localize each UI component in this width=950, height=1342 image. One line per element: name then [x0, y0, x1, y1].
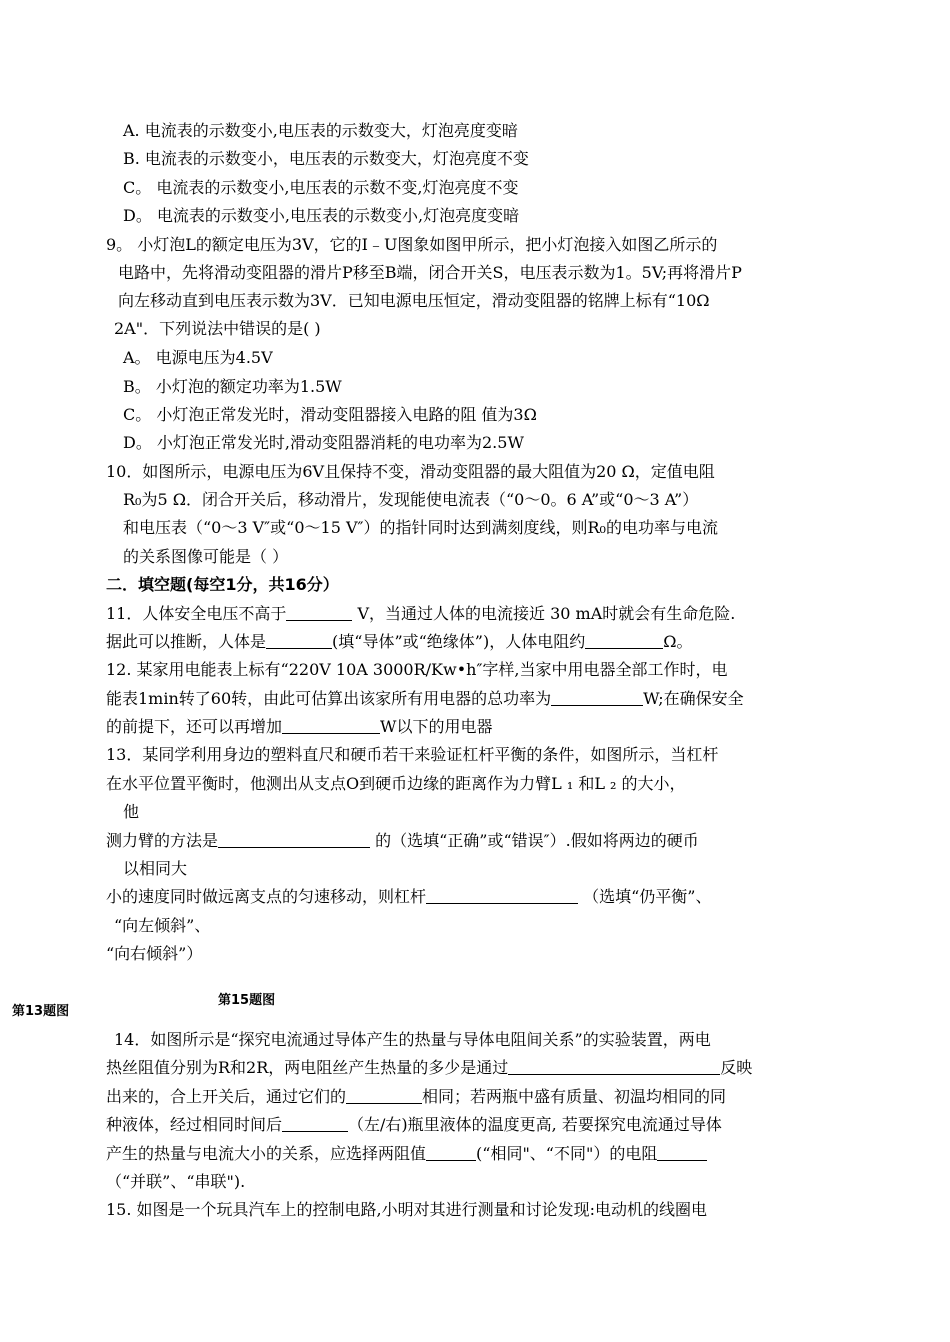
q14-blank-side[interactable]	[282, 1115, 348, 1132]
q14-text-4a: 种液体，经过相同时间后	[106, 1115, 283, 1134]
q9-line-2: 电路中，先将滑动变阻器的滑片P移至B端，闭合开关S，电压表示数为1。5V;再将滑片P	[118, 263, 742, 282]
q11-line-2	[106, 632, 693, 652]
q12-text-3b: W以下的用电器	[380, 717, 493, 736]
q13-text-6a: 小的速度同时做远离支点的匀速移动，则杠杆	[106, 887, 427, 906]
q9-line-4: 2A"．下列说法中错误的是( )	[114, 319, 321, 338]
q11-text-2b: (填“导体”或“绝缘体”)，人体电阻约	[332, 632, 586, 651]
q14-blank-same[interactable]	[346, 1087, 422, 1104]
q8-option-a: A. 电流表的示数变小,电压表的示数变大，灯泡亮度变暗	[123, 121, 518, 140]
q9-line-1: 9。 小灯泡L的额定电压为3V，它的I﹣U图象如图甲所示，把小灯泡接入如图乙所示的	[106, 235, 718, 254]
q12-text-3a: 的前提下，还可以再增加	[106, 717, 283, 736]
q9-option-d: D。 小灯泡正常发光时,滑动变阻器消耗的电功率为2.5W	[123, 433, 524, 452]
q10-line-1: 10．如图所示，电源电压为6V且保持不变，滑动变阻器的最大阻值为20 Ω，定值电阻	[106, 462, 715, 481]
q11-line-1	[106, 604, 735, 624]
q15-line-1: 15. 如图是一个玩具汽车上的控制电路,小明对其进行测量和讨论发现:电动机的线圈电	[106, 1200, 708, 1219]
q11-text-1b: V，当通过人体的电流接近 30 mA时就会有生命危险.	[352, 604, 736, 623]
q13-blank-method[interactable]	[218, 831, 370, 848]
q12-line-1: 12. 某家用电能表上标有“220V 10A 3000R/Kw•h″字样,当家中用电器全部工作时，电	[106, 660, 728, 679]
q10-line-4: 的关系图像可能是（ ）	[123, 547, 289, 566]
q9-option-c: C。 小灯泡正常发光时，滑动变阻器接入电路的阻 值为3Ω	[123, 405, 537, 424]
q14-line-2	[106, 1058, 752, 1078]
q9-option-b: B。 小灯泡的额定功率为1.5W	[123, 377, 342, 396]
q13-blank-balance[interactable]	[426, 887, 578, 904]
q12-text-2b: W;在确保安全	[643, 689, 744, 708]
q14-line-3	[106, 1087, 726, 1107]
q12-text-2a: 能表1min转了60转，由此可估算出该家所有用电器的总功率为	[106, 689, 552, 708]
q13-line-7: “向左倾斜”、	[114, 916, 211, 935]
q13-text-4a: 测力臂的方法是	[106, 831, 219, 850]
q10-line-2: R₀为5 Ω．闭合开关后，移动滑片，发现能使电流表（“0～0。6 A”或“0～3 A”）	[123, 490, 699, 509]
q14-text-4b: （左/右)瓶里液体的温度更高, 若要探究电流通过导体	[348, 1115, 722, 1134]
q12-blank-power[interactable]	[551, 689, 643, 706]
q13-line-5: 以相同大	[123, 859, 188, 878]
q11-text-2c: Ω。	[663, 632, 693, 651]
q13-line-8: “向右倾斜”）	[106, 944, 203, 963]
q12-line-2	[106, 689, 744, 709]
q14-blank-resistance[interactable]	[426, 1144, 476, 1161]
q14-text-2b: 反映	[720, 1058, 753, 1077]
q13-line-4	[106, 831, 699, 851]
q12-blank-extra-power[interactable]	[282, 717, 380, 734]
q14-text-3b: 相同；若两瓶中盛有质量、初温均相同的同	[422, 1087, 727, 1106]
q9-option-a: A。 电源电压为4.5V	[123, 348, 273, 367]
q13-text-4b: 的（选填“正确”或“错误″）.假如将两边的硬币	[370, 831, 699, 850]
q9-line-3: 向左移动直到电压表示数为3V．已知电源电压恒定，滑动变阻器的铭牌上标有“10Ω	[118, 291, 710, 310]
q14-blank-connection[interactable]	[657, 1144, 707, 1161]
q13-line-1: 13．某同学利用身边的塑料直尺和硬币若干来验证杠杆平衡的条件，如图所示，当杠杆	[106, 745, 719, 764]
q12-line-3	[106, 717, 492, 737]
q14-text-5a: 产生的热量与电流大小的关系，应选择两阻值	[106, 1144, 427, 1163]
q13-line-6	[106, 887, 711, 907]
q14-line-5	[106, 1144, 707, 1164]
q14-line-4	[106, 1115, 722, 1135]
q8-option-c: C。 电流表的示数变小,电压表的示数不变,灯泡亮度不变	[123, 178, 519, 197]
q10-line-3: 和电压表（“0～3 V″或“0～15 V″）的指针同时达到满刻度线，则R₀的电功率与电流	[123, 518, 718, 537]
q14-line-6: （“并联”、“串联").	[106, 1172, 246, 1191]
q14-text-5b: (“相同"、“不同"）的电阻	[476, 1144, 658, 1163]
q11-text-2a: 据此可以推断，人体是	[106, 632, 267, 651]
q13-line-3: 他	[123, 802, 140, 821]
q8-option-d: D。 电流表的示数变小,电压表的示数变小,灯泡亮度变暗	[123, 206, 520, 225]
q11-blank-resistance[interactable]	[585, 632, 663, 649]
figure-13-label: 第13题图	[12, 1004, 70, 1019]
q13-line-2: 在水平位置平衡时，他测出从支点O到硬币边缘的距离作为力臂L ₁ 和L ₂ 的大小，	[106, 774, 686, 793]
q14-text-3a: 出来的，合上开关后，通过它们的	[106, 1087, 347, 1106]
q14-blank-reflect[interactable]	[508, 1058, 720, 1075]
q11-blank-voltage[interactable]	[286, 604, 352, 621]
q14-text-2a: 热丝阻值分别为R和2R，两电阻丝产生热量的多少是通过	[106, 1058, 509, 1077]
figure-15-label: 第15题图	[218, 993, 276, 1008]
q14-line-1: 14．如图所示是“探究电流通过导体产生的热量与导体电阻间关系”的实验装置，两电	[114, 1030, 711, 1049]
q11-blank-conductor[interactable]	[266, 632, 332, 649]
section-2-title: 二．填空题(每空1分，共16分）	[106, 575, 339, 594]
q8-option-b: B. 电流表的示数变小，电压表的示数变大，灯泡亮度不变	[123, 149, 529, 168]
q13-text-6b: （选填“仍平衡”、	[578, 887, 712, 906]
q11-text-1a: 11．人体安全电压不高于	[106, 604, 287, 623]
